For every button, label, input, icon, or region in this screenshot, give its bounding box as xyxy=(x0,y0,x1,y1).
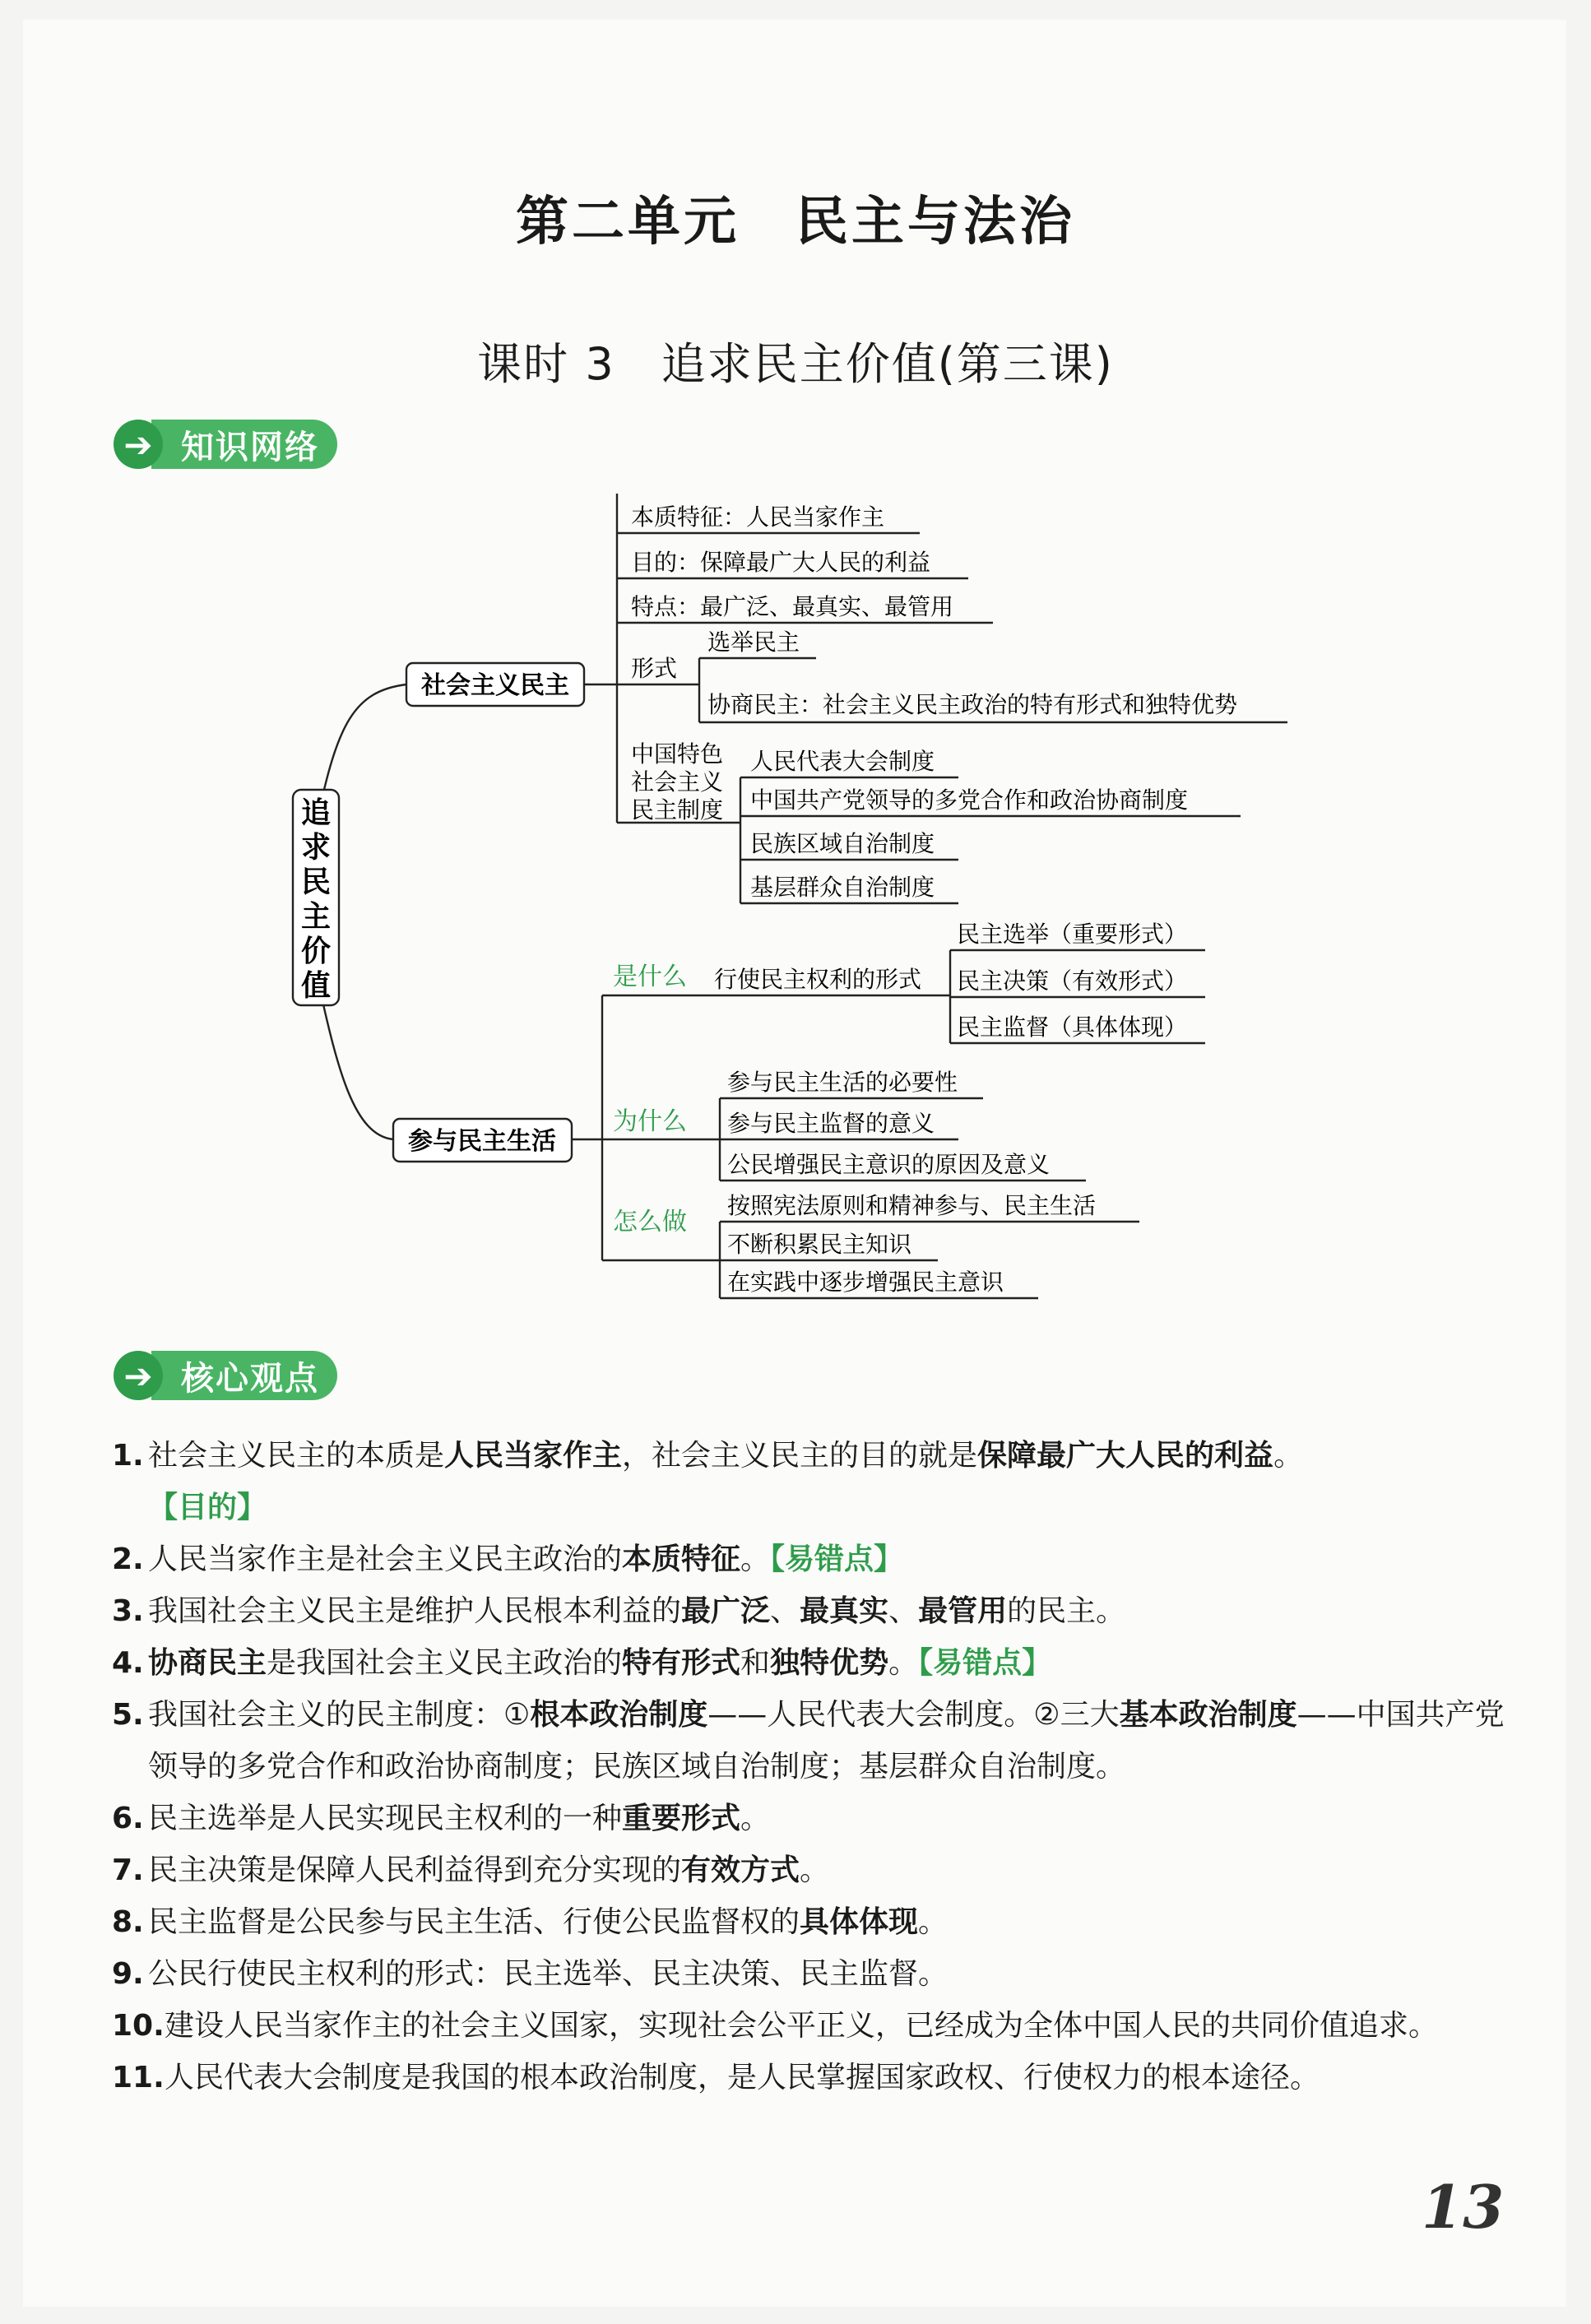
point-1: 1. 社会主义民主的本质是人民当家作主，社会主义民主的目的就是保障最广大人民的利益。 【目的】 xyxy=(112,1439,1304,1524)
point-11: 11. 人民代表大会制度是我国的根本政治制度，是人民掌握国家政权、行使权力的根本途径。 xyxy=(112,2061,1320,2094)
branch1-title: 社会主义民主 xyxy=(421,671,569,700)
point-3: 3. 我国社会主义民主是维护人民根本利益的最广泛、最真实、最管用的民主。 xyxy=(112,1594,1126,1628)
branch2-title: 参与民主生活 xyxy=(408,1127,556,1156)
tip-tag: 【目的】 xyxy=(148,1491,267,1524)
arrow-right-icon: ➔ xyxy=(114,420,163,469)
what-middle: 行使民主权利的形式 xyxy=(714,966,922,993)
why-2: 参与民主监督的意义 xyxy=(727,1110,935,1137)
lesson-title: 课时 3 追求民主价值(第三课) xyxy=(477,338,1114,390)
tip-tag: 【易错点】 xyxy=(918,1646,1052,1680)
what-1: 民主选举（重要形式） xyxy=(957,921,1188,948)
how-3: 在实践中逐步增强民主意识 xyxy=(727,1269,1004,1296)
how-1: 按照宪法原则和精神参与、民主生活 xyxy=(727,1192,1097,1219)
root-char-6: 值 xyxy=(300,968,332,1003)
root-char-5: 价 xyxy=(300,934,332,968)
page-number: 13 xyxy=(1422,2172,1505,2242)
point-6: 6. 民主选举是人民实现民主权利的一种重要形式。 xyxy=(112,1802,771,1835)
point-9: 9. 公民行使民主权利的形式：民主选举、民主决策、民主监督。 xyxy=(112,1957,949,1991)
section-core-points xyxy=(114,1349,337,1402)
branch1-line2: 目的：保障最广大人民的利益 xyxy=(631,549,931,576)
what-2: 民主决策（有效形式） xyxy=(957,967,1188,995)
section-title: 核心观点 xyxy=(151,1351,337,1400)
branch1-line3: 特点：最广泛、最真实、最管用 xyxy=(631,593,954,620)
why-3: 公民增强民主意识的原因及意义 xyxy=(727,1151,1051,1178)
how-label: 怎么做 xyxy=(613,1208,687,1236)
tip-tag: 【易错点】 xyxy=(770,1542,904,1576)
system-1: 人民代表大会制度 xyxy=(750,748,935,775)
what-3: 民主监督（具体体现） xyxy=(957,1014,1188,1041)
section-title: 知识网络 xyxy=(151,420,337,469)
system-3: 民族区域自治制度 xyxy=(750,830,935,857)
how-2: 不断积累民主知识 xyxy=(727,1231,912,1258)
arrow-right-icon: ➔ xyxy=(114,1351,163,1400)
system-label-3: 民主制度 xyxy=(631,796,724,823)
system-2: 中国共产党领导的多党合作和政治协商制度 xyxy=(750,786,1189,814)
branch1-line1: 本质特征：人民当家作主 xyxy=(631,503,885,531)
core-points-list xyxy=(112,1430,1510,2104)
point-4: 4. 协商民主是我国社会主义民主政治的特有形式和独特优势。【易错点】 xyxy=(112,1646,1052,1680)
system-label-2: 社会主义 xyxy=(631,768,724,796)
what-label: 是什么 xyxy=(613,963,687,991)
form-consultative: 协商民主：社会主义民主政治的特有形式和独特优势 xyxy=(707,691,1238,718)
system-label-1: 中国特色 xyxy=(631,740,724,768)
point-5: 5. 我国社会主义的民主制度：①根本政治制度——人民代表大会制度。②三大基本政治制度——中国共产党领导的多党合作和政治协商制度；民族区域自治制度；基层群众自治制度。 xyxy=(112,1698,1505,1784)
point-7: 7. 民主决策是保障人民利益得到充分实现的有效方式。 xyxy=(112,1853,830,1887)
root-char-4: 主 xyxy=(300,899,332,934)
why-1: 参与民主生活的必要性 xyxy=(727,1069,958,1096)
system-4: 基层群众自治制度 xyxy=(750,874,935,901)
point-8: 8. 民主监督是公民参与民主生活、行使公民监督权的具体体现。 xyxy=(112,1905,949,1939)
root-char-1: 追 xyxy=(300,796,332,830)
root-char-2: 求 xyxy=(300,830,332,865)
point-2: 2. 人民当家作主是社会主义民主政治的本质特征。【易错点】 xyxy=(112,1542,904,1576)
root-char-3: 民 xyxy=(300,865,332,899)
form-election: 选举民主 xyxy=(707,629,800,656)
why-label: 为什么 xyxy=(613,1107,687,1136)
point-10: 10. 建设人民当家作主的社会主义国家，实现社会公平正义，已经成为全体中国人民的共同价值追求。 xyxy=(112,2009,1439,2043)
form-label: 形式 xyxy=(631,655,678,682)
unit-title: 第二单元 民主与法治 xyxy=(516,191,1075,253)
